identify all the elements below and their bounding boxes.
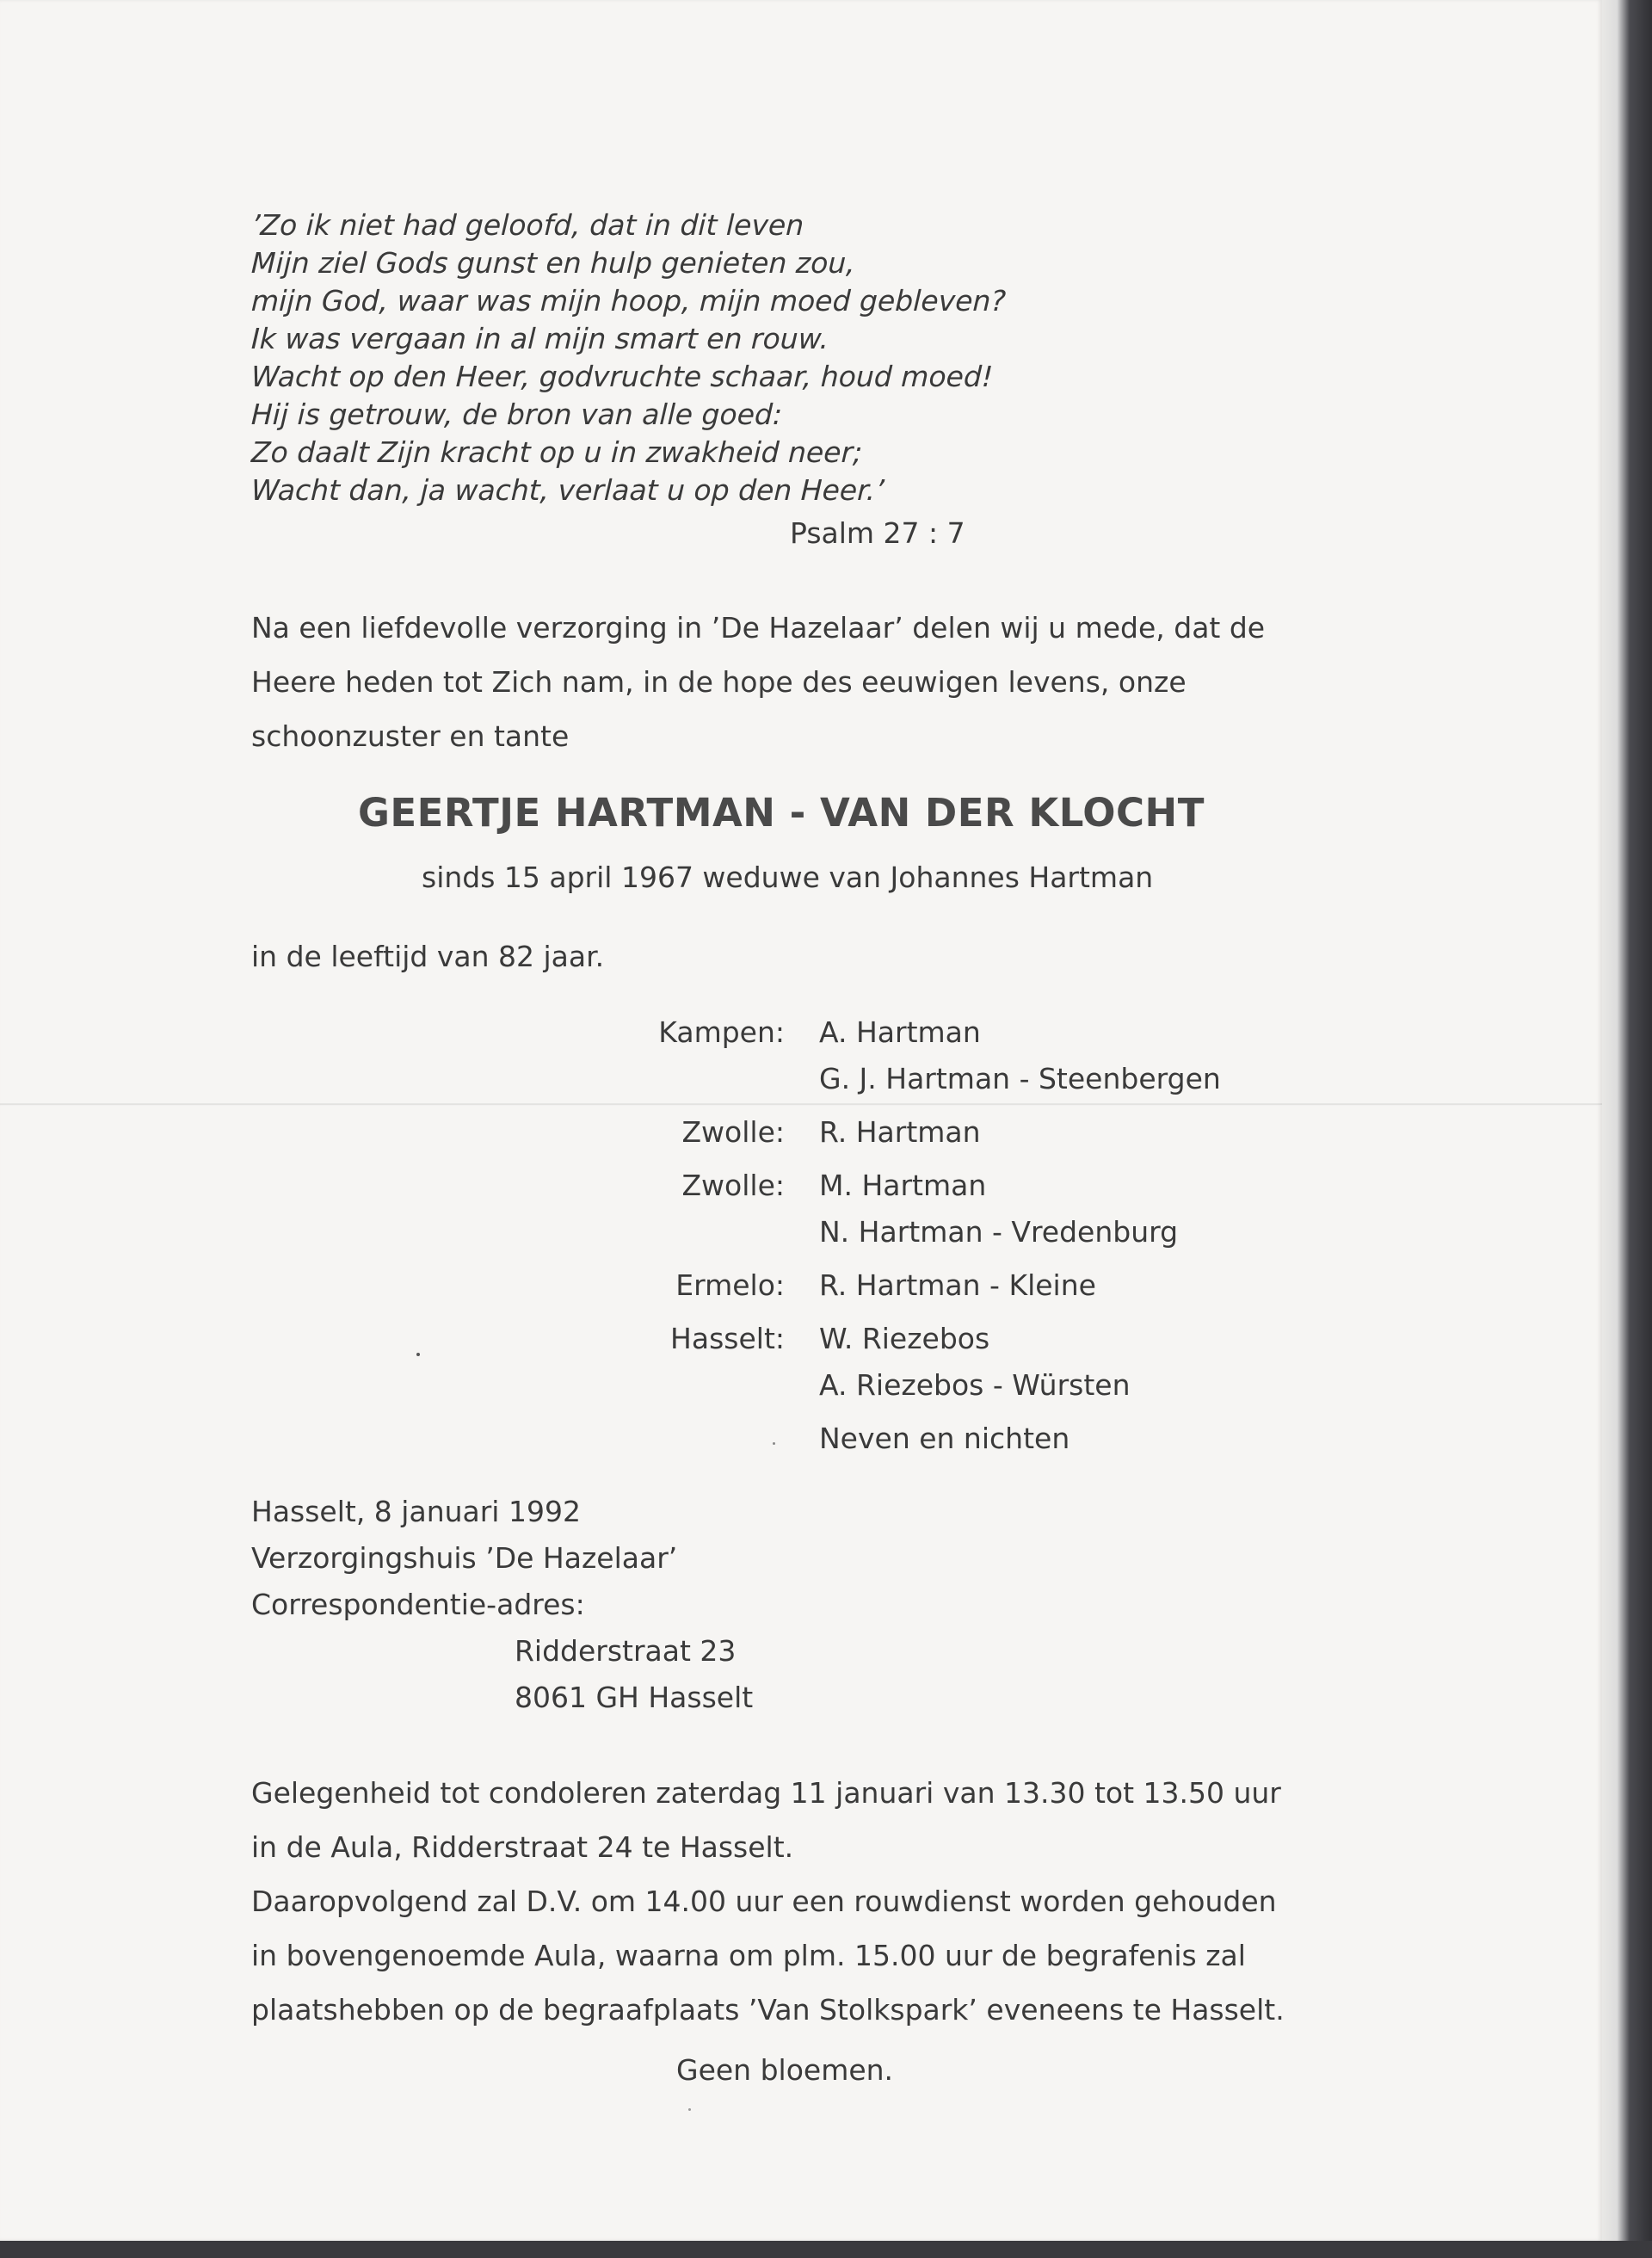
family-row: [0, 1014, 1602, 1052]
family-row: [0, 1213, 1602, 1251]
poem-line: Mijn ziel Gods gunst en hulp genieten zou,: [250, 246, 856, 280]
care-home-line: Verzorgingshuis ’De Hazelaar’: [251, 1541, 678, 1575]
poem-line: Wacht op den Heer, godvruchte schaar, houd moed!: [250, 360, 994, 393]
family-row: [0, 1267, 1602, 1305]
service-details: [251, 1766, 1285, 2037]
poem-line: Ik was vergaan in al mijn smart en rouw.: [250, 322, 829, 355]
correspondence-label: Correspondentie-adres:: [251, 1588, 585, 1621]
service-line: in de Aula, Ridderstraat 24 te Hasselt.: [251, 1830, 794, 1864]
family-place: Hasselt:: [670, 1322, 785, 1355]
place-and-date: [251, 1489, 677, 1628]
service-line: in bovengenoemde Aula, waarna om plm. 15.00 uur de begrafenis zal: [251, 1939, 1246, 1972]
poem-line: ’Zo ik niet had geloofd, dat in dit leven: [250, 208, 804, 242]
poem-line: Zo daalt Zijn kracht op u in zwakheid neer;: [250, 435, 863, 469]
announcement-line: schoonzuster en tante: [251, 719, 570, 753]
family-row: [0, 1060, 1602, 1098]
address-postal: 8061 GH Hasselt: [515, 1681, 754, 1714]
date-line: Hasselt, 8 januari 1992: [251, 1495, 581, 1528]
family-place: Kampen:: [658, 1015, 785, 1049]
poem-line: mijn God, waar was mijn hoop, mijn moed gebleven?: [250, 284, 1007, 318]
scan-edge-bottom: [0, 2241, 1652, 2258]
paper-fold-line: [0, 1103, 1602, 1106]
family-row: [0, 1320, 1602, 1358]
announcement-line: Heere heden tot Zich nam, in de hope des eeuwigen levens, onze: [251, 665, 1187, 699]
announcement-text: [251, 601, 1265, 763]
widow-note: sinds 15 april 1967 weduwe van Johannes Hartman: [422, 861, 1154, 894]
family-member: A. Hartman: [819, 1015, 981, 1049]
service-line: Daaropvolgend zal D.V. om 14.00 uur een rouwdienst worden gehouden: [251, 1885, 1277, 1918]
family-member: R. Hartman - Kleine: [819, 1268, 1096, 1302]
family-member: N. Hartman - Vredenburg: [819, 1215, 1179, 1249]
family-member: G. J. Hartman - Steenbergen: [819, 1062, 1221, 1095]
deceased-name: GEERTJE HARTMAN - VAN DER KLOCHT: [358, 790, 1205, 836]
poem-line: Wacht dan, ja wacht, verlaat u op den Heer.’: [250, 473, 885, 507]
family-member: Neven en nichten: [819, 1422, 1070, 1455]
announcement-line: Na een liefdevolle verzorging in ’De Hazelaar’ delen wij u mede, dat de: [251, 611, 1266, 645]
correspondence-address: [515, 1628, 753, 1721]
paper-speck: [688, 2108, 691, 2111]
address-street: Ridderstraat 23: [515, 1634, 737, 1668]
no-flowers-note: Geen bloemen.: [676, 2053, 894, 2087]
psalm-verse: [251, 207, 1006, 509]
family-member: W. Riezebos: [819, 1322, 990, 1355]
service-line: Gelegenheid tot condoleren zaterdag 11 januari van 13.30 tot 13.50 uur: [251, 1776, 1281, 1810]
paper-speck: [773, 1442, 775, 1445]
scan-edge-right: [1602, 0, 1652, 2258]
family-member: R. Hartman: [819, 1115, 981, 1149]
family-row: [0, 1167, 1602, 1205]
family-member: M. Hartman: [819, 1169, 987, 1202]
family-row: [0, 1114, 1602, 1151]
paper-speck: [416, 1353, 420, 1356]
family-place: Ermelo:: [675, 1268, 785, 1302]
service-line: plaatshebben op de begraafplaats ’Van Stolkspark’ eveneens te Hasselt.: [251, 1993, 1285, 2027]
family-place: Zwolle:: [681, 1115, 785, 1149]
poem-line: Hij is getrouw, de bron van alle goed:: [250, 398, 783, 431]
psalm-reference: Psalm 27 : 7: [790, 516, 965, 550]
family-member: A. Riezebos - Würsten: [819, 1368, 1131, 1402]
family-row: [0, 1367, 1602, 1404]
age-note: in de leeftijd van 82 jaar.: [251, 940, 605, 973]
family-row: [0, 1420, 1602, 1458]
family-place: Zwolle:: [681, 1169, 785, 1202]
